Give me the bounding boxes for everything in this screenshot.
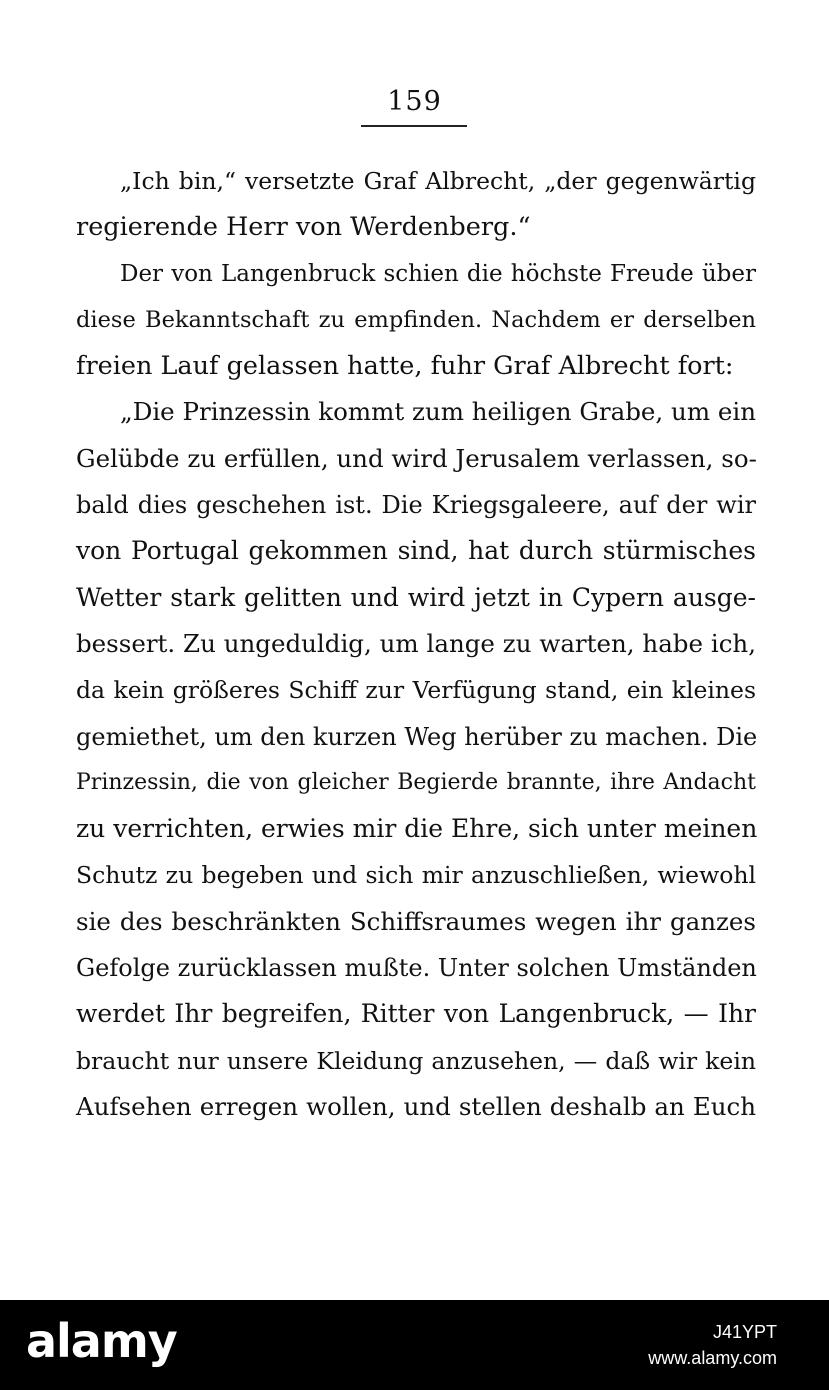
text-line: bald dies geschehen ist. Die Kriegsgaleere, auf der wir bbox=[76, 491, 756, 520]
watermark-bar bbox=[0, 1300, 829, 1390]
text-line: „Ich bin,“ versetzte Graf Albrecht, „der gegenwärtig bbox=[120, 167, 756, 195]
text-line: diese Bekanntschaft zu empfinden. Nachdem er derselben bbox=[76, 306, 756, 333]
text-line: braucht nur unsere Kleidung anzusehen, — daß wir kein bbox=[76, 1046, 756, 1075]
text-line: von Portugal gekommen sind, hat durch stürmisches bbox=[76, 536, 756, 566]
text-line: freien Lauf gelassen hatte, fuhr Graf Albrecht fort: bbox=[76, 351, 734, 382]
alamy-logo: alamy bbox=[26, 1314, 177, 1368]
text-line: „Die Prinzessin kommt zum heiligen Grabe, um ein bbox=[120, 397, 756, 427]
text-line: Prinzessin, die von gleicher Begierde brannte, ihre Andacht bbox=[76, 769, 756, 795]
image-id: J41YPT bbox=[712, 1322, 777, 1342]
text-line: sie des beschränkten Schiffsraumes wegen ihr ganzes bbox=[76, 906, 756, 936]
text-line: Gefolge zurücklassen mußte. Unter solchen Umständen bbox=[76, 954, 757, 983]
text-line: Gelübde zu erfüllen, und wird Jerusalem verlassen, so- bbox=[76, 443, 757, 473]
text-line: Schutz zu begeben und sich mir anzuschließen, wiewohl bbox=[76, 861, 756, 890]
text-line: Wetter stark gelitten und wird jetzt in Cypern ausge- bbox=[76, 582, 756, 612]
text-line: Der von Langenbruck schien die höchste Freude über bbox=[120, 260, 756, 287]
text-line: Aufsehen erregen wollen, und stellen deshalb an Euch bbox=[76, 1091, 756, 1121]
body-text bbox=[76, 158, 756, 1130]
page-number-rule bbox=[361, 125, 467, 127]
text-line: da kein größeres Schiff zur Verfügung stand, ein kleines bbox=[76, 676, 756, 705]
watermark-url: www.alamy.com bbox=[648, 1348, 777, 1368]
text-line: werdet Ihr begreifen, Ritter von Langenbruck, — Ihr bbox=[76, 999, 756, 1029]
text-line: regierende Herr von Werdenberg.“ bbox=[76, 212, 531, 243]
page-number: 159 bbox=[387, 86, 442, 117]
text-line: zu verrichten, erwies mir die Ehre, sich unter meinen bbox=[76, 814, 758, 844]
text-line: bessert. Zu ungeduldig, um lange zu warten, habe ich, bbox=[76, 628, 756, 658]
text-line: gemiethet, um den kurzen Weg herüber zu machen. Die bbox=[76, 722, 758, 751]
